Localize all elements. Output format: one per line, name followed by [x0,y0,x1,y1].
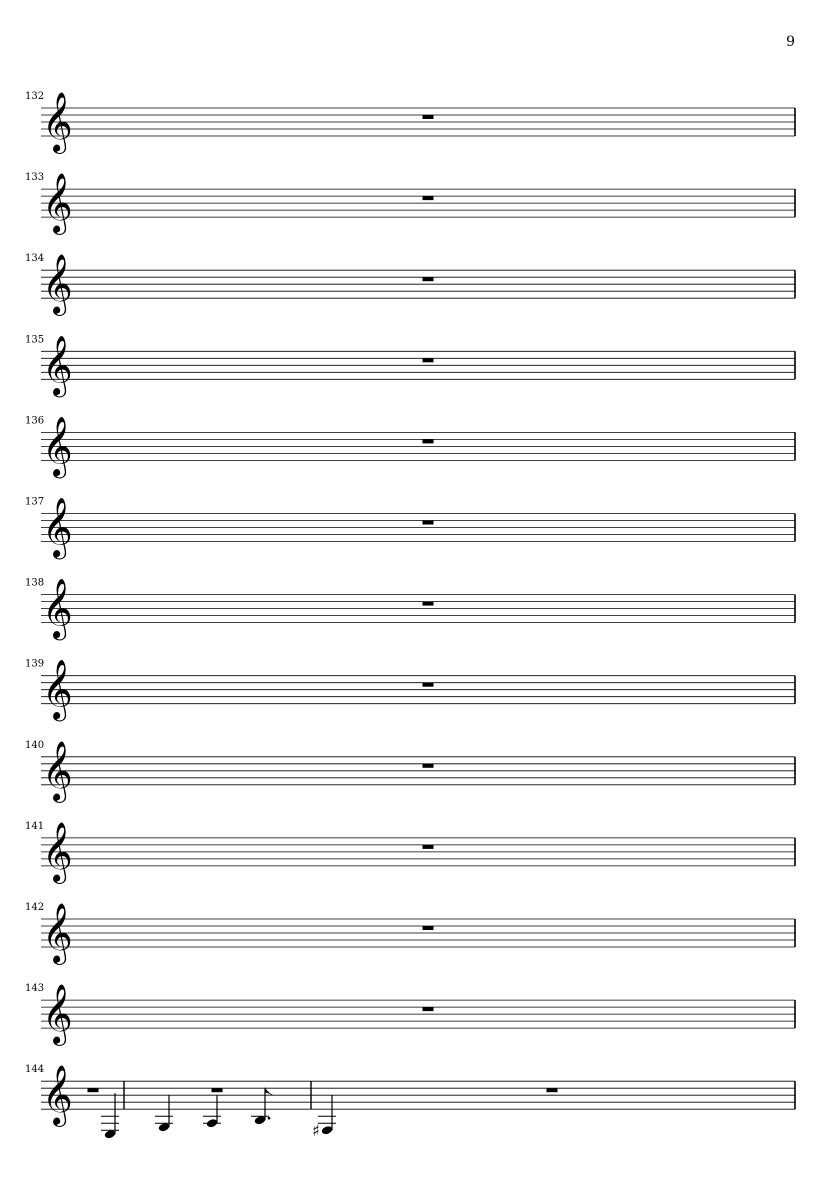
staff-system [25,172,795,235]
measure-number: 134 [25,253,45,265]
staff-system [25,253,795,316]
measure-number: 136 [25,415,45,427]
staff-system [25,334,795,397]
treble-clef-icon: 𝄞 [42,92,73,152]
staff-system [25,415,795,478]
measure-number: 142 [25,902,45,913]
whole-rest [423,115,434,119]
staff-system [25,821,795,884]
treble-clef-icon: 𝄞 [42,821,73,882]
treble-clef-icon: 𝄞 [42,984,73,1045]
staff-system [25,578,795,641]
treble-clef-icon: 𝄞 [42,335,73,396]
sharp-icon: ♯ [312,1121,320,1141]
treble-clef-icon: 𝄞 [42,497,73,558]
whole-rest [423,521,434,525]
staff-system [25,902,795,965]
measure-number: 132 [25,91,45,102]
whole-rest [423,683,434,687]
whole-rest [423,602,434,606]
treble-clef-icon: 𝄞 [42,416,73,477]
page-number: 9 [786,34,795,50]
staff-system [25,91,795,154]
measure-number: 137 [25,496,45,508]
staff-system [25,659,795,722]
whole-rest [423,196,434,200]
treble-clef-icon: 𝄞 [42,740,73,801]
treble-clef-icon: 𝄞 [42,173,73,234]
staff-system [25,983,795,1046]
whole-rest [423,277,434,281]
augmentation-dot [268,1117,271,1120]
staff-system [25,740,795,803]
staff-system [25,497,795,560]
whole-rest [423,926,434,930]
measure-number: 139 [25,658,45,670]
whole-rest [423,439,434,443]
whole-rest [423,845,434,849]
staff-system [25,1064,795,1140]
staff-systems [25,91,795,1140]
whole-rest [423,764,434,768]
measure-number: 135 [25,334,45,346]
whole-rest [423,358,434,362]
whole-rest [547,1088,558,1092]
treble-clef-icon: 𝄞 [42,254,73,315]
whole-rest [88,1088,99,1092]
measure-number: 141 [25,820,45,832]
treble-clef-icon: 𝄞 [42,659,73,720]
measure-number: 138 [25,577,45,589]
treble-clef-icon: 𝄞 [42,578,73,639]
measure-number: 143 [25,983,45,995]
treble-clef-icon: 𝄞 [42,1065,73,1126]
whole-rest [212,1088,223,1092]
treble-clef-icon: 𝄞 [42,903,73,963]
measure-number: 133 [25,172,45,184]
measure-number: 144 [25,1064,45,1076]
note-flag [265,1088,273,1095]
whole-rest [423,1007,434,1011]
measure-number: 140 [25,739,45,751]
